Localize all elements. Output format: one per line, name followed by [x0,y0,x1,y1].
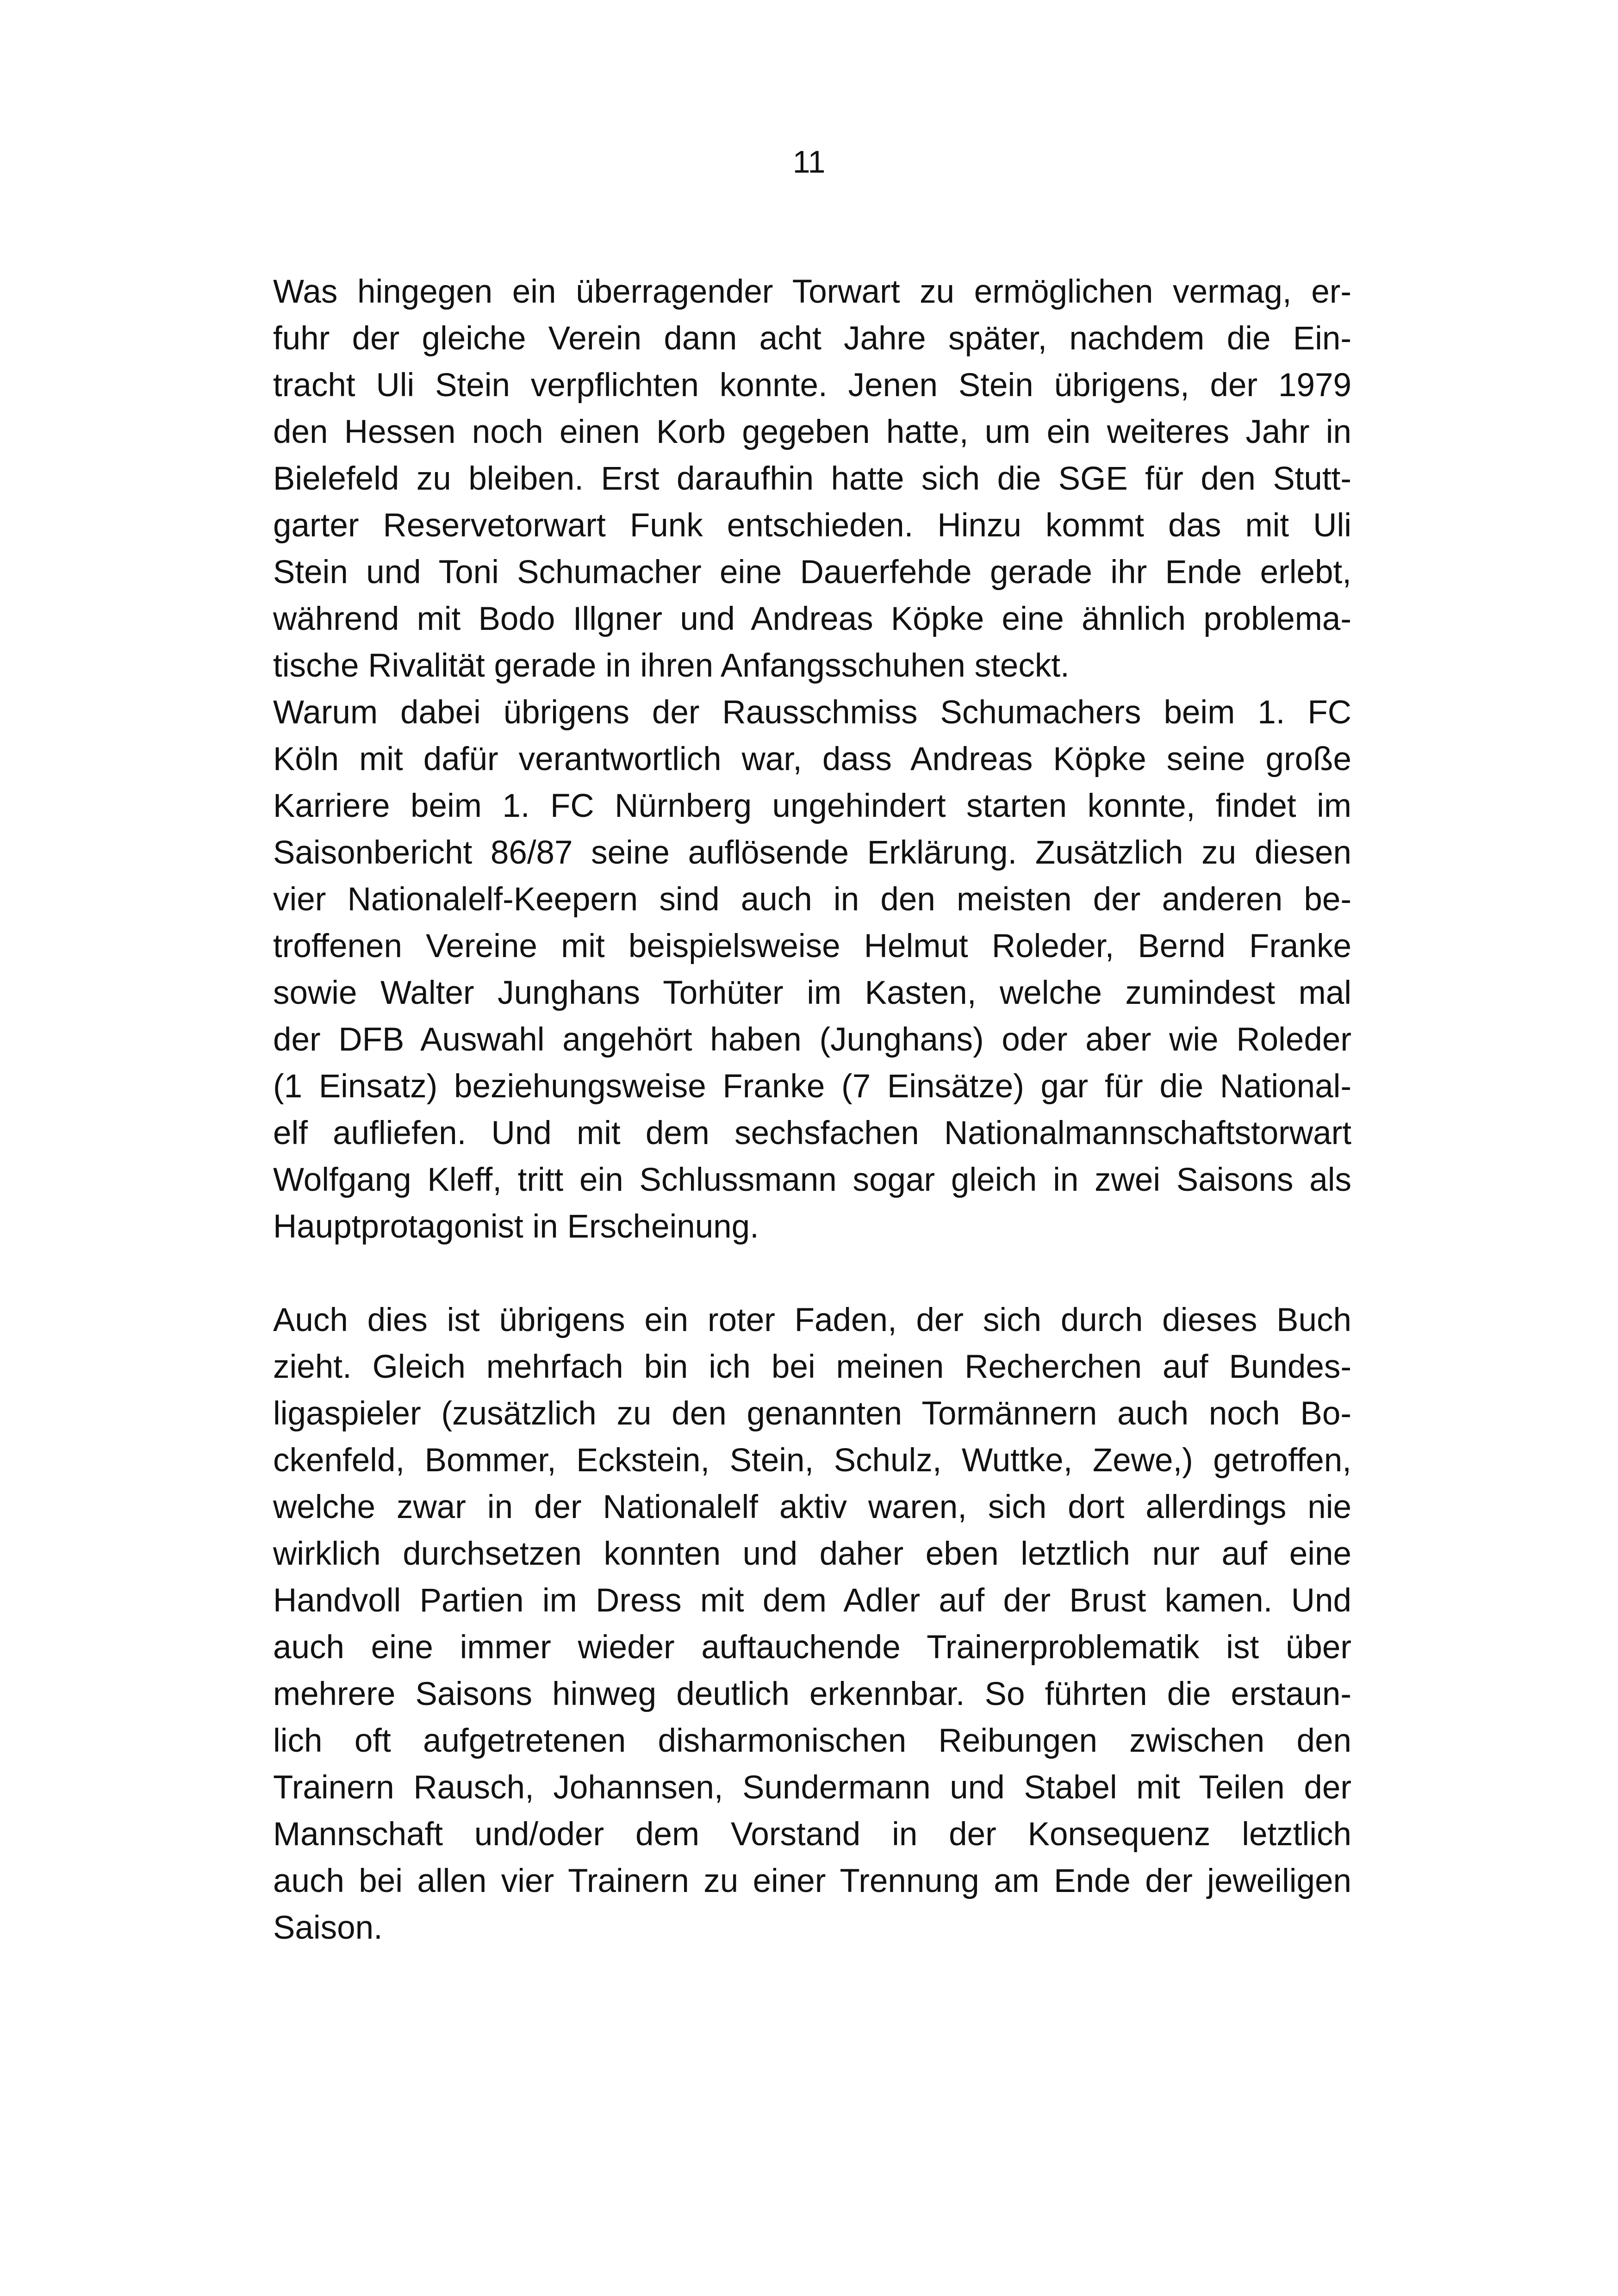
text-line: Hauptprotagonist in Erscheinung. [273,1208,759,1245]
text-line: auch bei allen vier Trainern zu einer Trennung am Ende der jeweiligen [273,1863,1351,1899]
text-line: den Hessen noch einen Korb gegeben hatte, um ein weiteres Jahr in [273,414,1351,450]
text-line: Auch dies ist übrigens ein roter Faden, der sich durch dieses Buch [273,1302,1351,1338]
text-line: Trainern Rausch, Johannsen, Sundermann und Stabel mit Teilen der [273,1769,1351,1806]
text-line: Wolfgang Kleff, tritt ein Schlussmann sogar gleich in zwei Saisons als [273,1162,1351,1198]
text-line: während mit Bodo Illgner und Andreas Köpke eine ähnlich problema- [273,601,1351,637]
paragraph-gap [273,1250,1351,1297]
text-line: der DFB Auswahl angehört haben (Junghans) oder aber wie Roleder [273,1021,1351,1058]
text-line: Bielefeld zu bleiben. Erst daraufhin hatte sich die SGE für den Stutt- [273,460,1351,497]
text-line: Warum dabei übrigens der Rausschmiss Schumachers beim 1. FC [273,694,1351,731]
paragraph-3 [273,1297,1351,1951]
text-line: lich oft aufgetretenen disharmonischen Reibungen zwischen den [273,1723,1351,1759]
text-line: Saisonbericht 86/87 seine auflösende Erklärung. Zusätzlich zu diesen [273,834,1351,871]
text-line: (1 Einsatz) beziehungsweise Franke (7 Einsätze) gar für die National- [273,1068,1351,1105]
text-line: Was hingegen ein überragender Torwart zu ermöglichen vermag, er- [273,274,1351,310]
text-line: mehrere Saisons hinweg deutlich erkennbar. So führten die erstaun- [273,1676,1351,1712]
body-text [273,268,1351,1951]
text-line: welche zwar in der Nationalelf aktiv waren, sich dort allerdings nie [273,1489,1351,1525]
text-line: wirklich durchsetzen konnten und daher eben letztlich nur auf eine [273,1536,1351,1572]
text-line: Karriere beim 1. FC Nürnberg ungehindert starten konnte, findet im [273,788,1351,824]
text-line: auch eine immer wieder auftauchende Trainerproblematik ist über [273,1629,1351,1666]
text-line: vier Nationalelf-Keepern sind auch in den meisten der anderen be- [273,881,1351,918]
text-line: elf aufliefen. Und mit dem sechsfachen Nationalmannschaftstorwart [273,1115,1351,1151]
text-line: ligaspieler (zusätzlich zu den genannten Tormännern auch noch Bo- [273,1395,1351,1432]
text-line: Mannschaft und/oder dem Vorstand in der Konsequenz letztlich [273,1816,1351,1853]
text-line: Stein und Toni Schumacher eine Dauerfehde gerade ihr Ende erlebt, [273,554,1351,591]
text-line: Köln mit dafür verantwortlich war, dass Andreas Köpke seine große [273,741,1351,778]
text-line: tische Rivalität gerade in ihren Anfangsschuhen steckt. [273,647,1070,684]
text-line: fuhr der gleiche Verein dann acht Jahre später, nachdem die Ein- [273,320,1351,357]
text-line: zieht. Gleich mehrfach bin ich bei meinen Recherchen auf Bundes- [273,1349,1351,1385]
text-line: Handvoll Partien im Dress mit dem Adler auf der Brust kamen. Und [273,1582,1351,1619]
text-line: garter Reservetorwart Funk entschieden. Hinzu kommt das mit Uli [273,507,1351,544]
paragraph-1 [273,268,1351,689]
page-number: 11 [792,144,826,180]
text-line: sowie Walter Junghans Torhüter im Kasten, welche zumindest mal [273,975,1351,1011]
text-line: Saison. [273,1910,383,1946]
text-line: troffenen Vereine mit beispielsweise Helmut Roleder, Bernd Franke [273,928,1351,964]
paragraph-2 [273,689,1351,1250]
text-line: ckenfeld, Bommer, Eckstein, Stein, Schulz, Wuttke, Zewe,) getroffen, [273,1442,1351,1479]
text-line: tracht Uli Stein verpflichten konnte. Jenen Stein übrigens, der 1979 [273,367,1351,404]
